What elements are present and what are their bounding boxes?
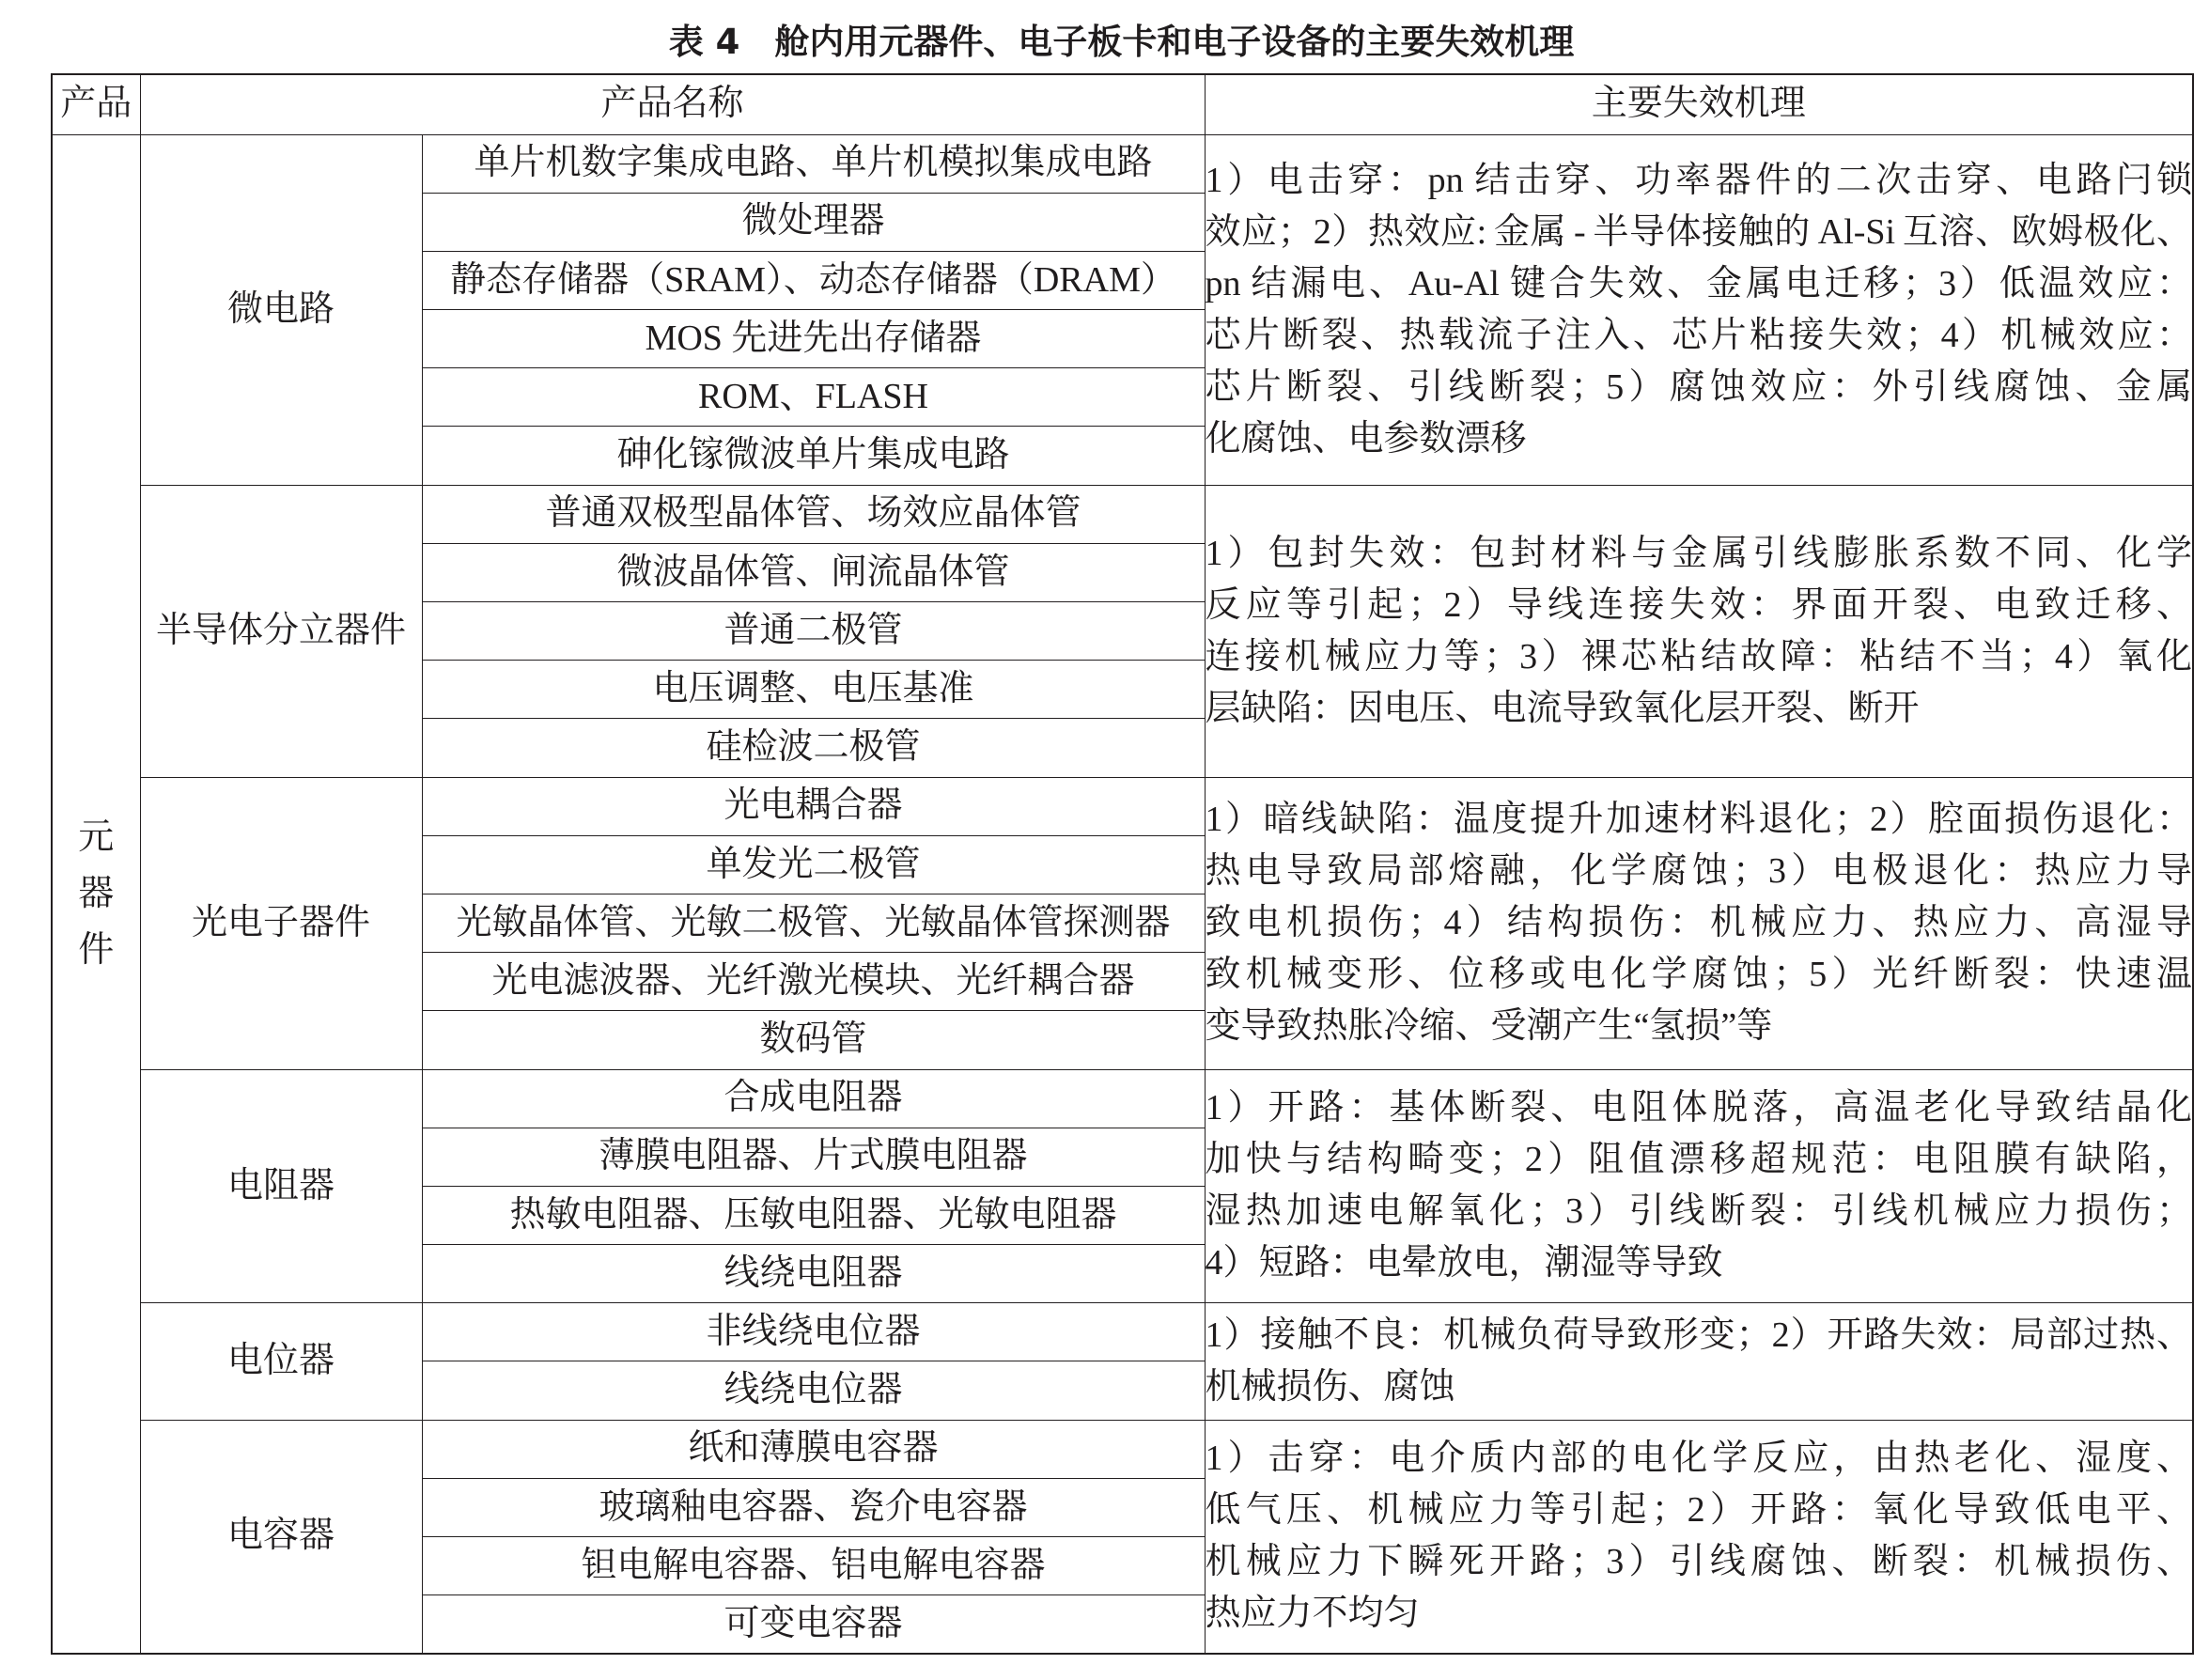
failure-mechanism-line: 1）包封失效：包封材料与金属引线膨胀系数不同、化学 bbox=[1205, 533, 2193, 573]
product-name-cell: MOS 先进先出存储器 bbox=[422, 310, 1205, 368]
failure-mechanism-cell bbox=[1205, 1069, 2193, 1303]
product-type-label: 元器件 bbox=[78, 817, 115, 971]
table-row bbox=[52, 1069, 2193, 1128]
product-name-cell: 合成电阻器 bbox=[422, 1069, 1205, 1128]
product-name-cell: 钽电解电容器、铝电解电容器 bbox=[422, 1537, 1205, 1595]
product-name-cell: 普通双极型晶体管、场效应晶体管 bbox=[422, 485, 1205, 543]
table-row bbox=[52, 777, 2193, 835]
product-name-cell: 线绕电阻器 bbox=[422, 1245, 1205, 1303]
failure-mechanism-line: 变导致热胀冷缩、受潮产生“氢损”等 bbox=[1205, 1006, 1773, 1047]
product-name-cell: 线绕电位器 bbox=[422, 1361, 1205, 1420]
table-title: 表 4 舱内用元器件、电子板卡和电子设备的主要失效机理 bbox=[668, 22, 1575, 62]
failure-mechanism-line: 1）接触不良：机械负荷导致形变；2）开路失效：局部过热、 bbox=[1205, 1314, 2193, 1355]
failure-mechanism-cell bbox=[1205, 777, 2193, 1069]
category-cell: 半导体分立器件 bbox=[140, 485, 422, 777]
product-name-cell: 可变电容器 bbox=[422, 1595, 1205, 1654]
failure-mechanism-line: 1）击穿：电介质内部的电化学反应，由热老化、湿度、 bbox=[1205, 1439, 2193, 1479]
failure-mechanism-line: 连接机械应力等；3）裸芯粘结故障：粘结不当；4）氧化 bbox=[1205, 636, 2193, 677]
header-product: 产品 bbox=[52, 74, 140, 134]
product-name-cell: 静态存储器（SRAM）、动态存储器（DRAM） bbox=[422, 251, 1205, 309]
failure-mechanism-line: 化腐蚀、电参数漂移 bbox=[1205, 418, 1527, 459]
failure-mechanism-line: 效应；2）热效应: 金属 - 半导体接触的 Al-Si 互溶、欧姆极化、 bbox=[1205, 211, 2193, 252]
failure-mechanism-line: 机械损伤、腐蚀 bbox=[1205, 1366, 1455, 1407]
failure-mechanism-line: 反应等引起；2）导线连接失效：界面开裂、电致迁移、 bbox=[1205, 584, 2193, 625]
failure-mechanism-line: 机械应力下瞬死开路；3）引线腐蚀、断裂：机械损伤、 bbox=[1205, 1542, 2193, 1582]
table-row bbox=[52, 485, 2193, 543]
product-type-cell bbox=[52, 134, 140, 1654]
failure-mechanism-line: 芯片断裂、引线断裂；5）腐蚀效应：外引线腐蚀、金属 bbox=[1205, 366, 2193, 407]
category-cell: 电容器 bbox=[140, 1420, 422, 1654]
failure-mechanism-line: pn 结漏电、Au-Al 键合失效、金属电迁移；3）低温效应： bbox=[1205, 263, 2193, 303]
product-name-cell: 单片机数字集成电路、单片机模拟集成电路 bbox=[422, 134, 1205, 193]
category-cell: 电位器 bbox=[140, 1303, 422, 1420]
product-name-cell: 砷化镓微波单片集成电路 bbox=[422, 427, 1205, 485]
failure-mechanism-table bbox=[51, 73, 2194, 1655]
failure-mechanism-line: 1）暗线缺陷：温度提升加速材料退化；2）腔面损伤退化： bbox=[1205, 800, 2193, 840]
failure-mechanism-line: 层缺陷：因电压、电流导致氧化层开裂、断开 bbox=[1205, 688, 1920, 728]
failure-mechanism-line: 热应力不均匀 bbox=[1205, 1594, 1420, 1634]
product-name-cell: ROM、FLASH bbox=[422, 368, 1205, 427]
header-failure-mechanism: 主要失效机理 bbox=[1205, 74, 2193, 134]
failure-mechanism-line: 4）短路：电晕放电，潮湿等导致 bbox=[1205, 1243, 1723, 1283]
product-name-cell: 微处理器 bbox=[422, 193, 1205, 251]
category-cell: 光电子器件 bbox=[140, 777, 422, 1069]
failure-mechanism-cell bbox=[1205, 1420, 2193, 1654]
product-name-cell: 非线绕电位器 bbox=[422, 1303, 1205, 1361]
table-row bbox=[52, 134, 2193, 193]
failure-mechanism-line: 致电机损伤；4）结构损伤：机械应力、热应力、高湿导 bbox=[1205, 903, 2193, 943]
product-name-cell: 光电耦合器 bbox=[422, 777, 1205, 835]
product-name-cell: 电压调整、电压基准 bbox=[422, 661, 1205, 719]
product-name-cell: 普通二极管 bbox=[422, 602, 1205, 661]
category-cell: 电阻器 bbox=[140, 1069, 422, 1303]
product-name-cell: 光电滤波器、光纤激光模块、光纤耦合器 bbox=[422, 953, 1205, 1011]
failure-mechanism-line: 低气压、机械应力等引起；2）开路：氧化导致低电平、 bbox=[1205, 1490, 2193, 1531]
product-name-cell: 硅检波二极管 bbox=[422, 719, 1205, 777]
failure-mechanism-line: 加快与结构畸变；2）阻值漂移超规范：电阻膜有缺陷， bbox=[1205, 1140, 2193, 1180]
failure-mechanism-line: 芯片断裂、热载流子注入、芯片粘接失效；4）机械效应： bbox=[1205, 315, 2193, 355]
table-row bbox=[52, 1420, 2193, 1478]
failure-mechanism-line: 热电导致局部熔融，化学腐蚀；3）电极退化：热应力导 bbox=[1205, 851, 2193, 892]
product-name-cell: 微波晶体管、闸流晶体管 bbox=[422, 543, 1205, 601]
product-name-cell: 单发光二极管 bbox=[422, 835, 1205, 894]
product-name-cell: 薄膜电阻器、片式膜电阻器 bbox=[422, 1128, 1205, 1186]
failure-mechanism-line: 湿热加速电解氧化；3）引线断裂：引线机械应力损伤； bbox=[1205, 1191, 2193, 1232]
header-product-name: 产品名称 bbox=[140, 74, 1205, 134]
failure-mechanism-cell bbox=[1205, 134, 2193, 485]
table-row bbox=[52, 1303, 2193, 1361]
failure-mechanism-line: 致机械变形、位移或电化学腐蚀；5）光纤断裂：快速温 bbox=[1205, 955, 2193, 995]
header-row bbox=[52, 74, 2193, 134]
product-name-cell: 热敏电阻器、压敏电阻器、光敏电阻器 bbox=[422, 1186, 1205, 1244]
failure-mechanism-cell bbox=[1205, 485, 2193, 777]
failure-mechanism-cell bbox=[1205, 1303, 2193, 1420]
failure-mechanism-line: 1）开路：基体断裂、电阻体脱落，高温老化导致结晶化 bbox=[1205, 1088, 2193, 1128]
product-name-cell: 数码管 bbox=[422, 1011, 1205, 1069]
category-cell: 微电路 bbox=[140, 134, 422, 485]
product-name-cell: 纸和薄膜电容器 bbox=[422, 1420, 1205, 1478]
product-name-cell: 玻璃釉电容器、瓷介电容器 bbox=[422, 1478, 1205, 1536]
failure-mechanism-line: 1）电击穿：pn 结击穿、功率器件的二次击穿、电路闩锁 bbox=[1205, 160, 2193, 200]
product-name-cell: 光敏晶体管、光敏二极管、光敏晶体管探测器 bbox=[422, 894, 1205, 952]
